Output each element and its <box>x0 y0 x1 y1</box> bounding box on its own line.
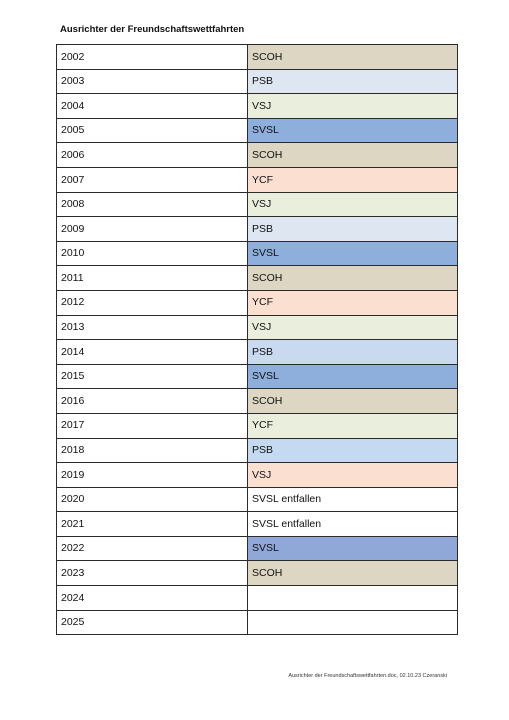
year-cell: 2008 <box>57 192 248 217</box>
year-cell: 2014 <box>57 340 248 365</box>
year-cell: 2021 <box>57 512 248 537</box>
table-row <box>57 69 458 94</box>
year-cell: 2004 <box>57 94 248 119</box>
club-cell: SVSL <box>248 364 458 389</box>
club-cell: VSJ <box>248 192 458 217</box>
table-row <box>57 438 458 463</box>
year-cell: 2016 <box>57 389 248 414</box>
year-cell: 2018 <box>57 438 248 463</box>
club-cell: PSB <box>248 340 458 365</box>
table-row <box>57 45 458 70</box>
year-cell: 2007 <box>57 167 248 192</box>
club-cell: SVSL <box>248 241 458 266</box>
table-row <box>57 266 458 291</box>
club-cell: PSB <box>248 69 458 94</box>
table-row <box>57 143 458 168</box>
table-row <box>57 463 458 488</box>
year-cell: 2011 <box>57 266 248 291</box>
table-row <box>57 413 458 438</box>
host-table-body <box>57 45 458 635</box>
year-cell: 2010 <box>57 241 248 266</box>
table-row <box>57 536 458 561</box>
table-row <box>57 241 458 266</box>
table-row <box>57 586 458 611</box>
table-row <box>57 192 458 217</box>
host-table <box>56 44 458 635</box>
year-cell: 2003 <box>57 69 248 94</box>
club-cell: SCOH <box>248 389 458 414</box>
year-cell: 2022 <box>57 536 248 561</box>
table-row <box>57 610 458 635</box>
club-cell: SCOH <box>248 266 458 291</box>
club-cell: SVSL entfallen <box>248 487 458 512</box>
year-cell: 2019 <box>57 463 248 488</box>
club-cell: SCOH <box>248 561 458 586</box>
club-cell: YCF <box>248 167 458 192</box>
year-cell: 2025 <box>57 610 248 635</box>
club-cell: VSJ <box>248 315 458 340</box>
table-row <box>57 118 458 143</box>
year-cell: 2017 <box>57 413 248 438</box>
club-cell: PSB <box>248 217 458 242</box>
table-row <box>57 512 458 537</box>
club-cell: PSB <box>248 438 458 463</box>
table-row <box>57 290 458 315</box>
club-cell <box>248 610 458 635</box>
table-row <box>57 167 458 192</box>
footer-note: Ausrichter der Freundschaftswettfahrten.doc, 02.10.23 Czeranski <box>288 673 447 679</box>
club-cell: SVSL <box>248 536 458 561</box>
table-row <box>57 389 458 414</box>
year-cell: 2015 <box>57 364 248 389</box>
page-title: Ausrichter der Freundschaftswettfahrten <box>60 24 245 35</box>
year-cell: 2002 <box>57 45 248 70</box>
table-row <box>57 340 458 365</box>
year-cell: 2024 <box>57 586 248 611</box>
year-cell: 2012 <box>57 290 248 315</box>
year-cell: 2020 <box>57 487 248 512</box>
year-cell: 2005 <box>57 118 248 143</box>
table-row <box>57 561 458 586</box>
club-cell: SCOH <box>248 143 458 168</box>
table-row <box>57 94 458 119</box>
year-cell: 2013 <box>57 315 248 340</box>
club-cell <box>248 586 458 611</box>
year-cell: 2023 <box>57 561 248 586</box>
club-cell: SVSL <box>248 118 458 143</box>
year-cell: 2006 <box>57 143 248 168</box>
club-cell: SVSL entfallen <box>248 512 458 537</box>
year-cell: 2009 <box>57 217 248 242</box>
table-row <box>57 364 458 389</box>
table-row <box>57 217 458 242</box>
club-cell: VSJ <box>248 463 458 488</box>
club-cell: YCF <box>248 413 458 438</box>
club-cell: SCOH <box>248 45 458 70</box>
table-row <box>57 487 458 512</box>
table-row <box>57 315 458 340</box>
club-cell: YCF <box>248 290 458 315</box>
club-cell: VSJ <box>248 94 458 119</box>
